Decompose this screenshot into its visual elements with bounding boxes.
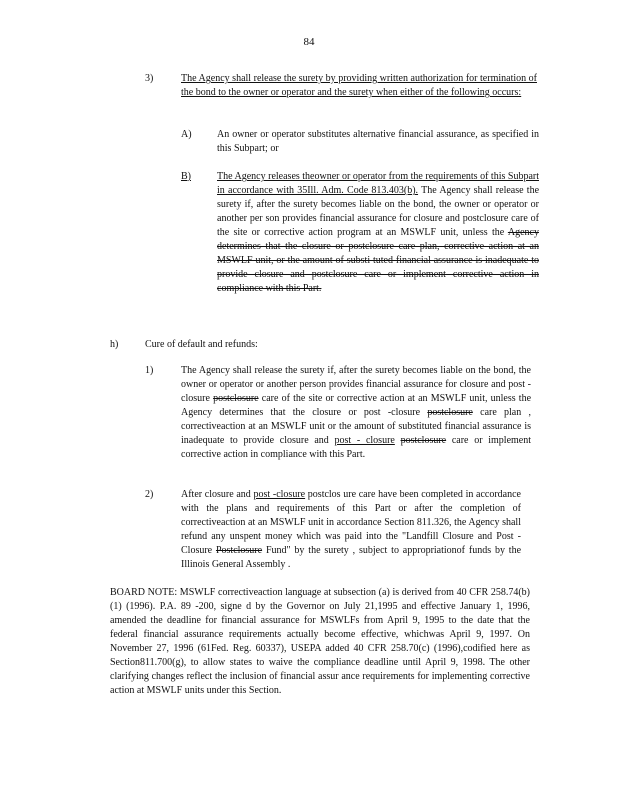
item-h1-label: 1) (145, 365, 154, 376)
item-h2-e: Fund" by the surety , subject to appropriationof funds by the Illinois General Assembly . (181, 545, 522, 570)
item-h2-text (181, 488, 521, 572)
item-h1-a: The Agency shall release the surety if, after the surety becomes liable on the bond, the owner or operator or another person provides financial assurance for closure and post -closure (181, 365, 531, 404)
item-h1-h: care or implement corrective action in compliance with this Part. (181, 435, 532, 460)
item-3b-plain: The Agency shall release the surety if, after the surety becomes liable on the bond, the owner or operator or another per son provides financial assurance for closure and postclosure care of the site or corrective action program at an MSWLF unit, unless the (217, 185, 540, 238)
item-3-label: 3) (145, 73, 154, 84)
item-h1-b-struck: postclosure (213, 393, 259, 404)
item-3-text: The Agency shall release the surety by providing written authorization for termination of the bond to the owner or operator and the surety when either of the following occurs: (181, 73, 537, 98)
item-h1-g-struck: postclosure (400, 435, 447, 446)
item-3b-label: B) (181, 171, 191, 182)
item-3a-text: An owner or operator substitutes alternative financial assurance, as specified in this Subpart; or (217, 129, 539, 154)
item-h2-b-underlined: post -closure (253, 489, 306, 500)
item-h-label: h) (110, 339, 119, 350)
item-h1-c: care of the site or corrective action at an MSWLF unit, unless the Agency determines that the closure or post -closure (181, 393, 532, 418)
item-h2-c: postclos ure care have been completed in accordance with the plans and requirements of this Part or after the completion of correctiveaction at an MSWLF unit in accordance Section 811.326, the Agency shall refund any unspent money which was paid into the "Landfill Closure and Post - Closure (181, 489, 521, 556)
item-h1-f-underlined: post - closure (334, 435, 395, 446)
item-h2-d-struck: Postclosure (215, 545, 263, 556)
item-3a-label: A) (181, 129, 192, 140)
item-h2-a: After closure and (181, 489, 251, 500)
item-3b-underlined: The Agency releases theowner or operator from the requirements of this Subpart in accordance with 35Ill. Adm. Code 813.403(b). (217, 171, 539, 196)
page-number: 84 (303, 36, 315, 48)
item-h1-text (181, 364, 531, 462)
item-h1-e: care plan , correctiveaction at an MSWLF unit or the amount of substituted financial assurance is inadequate to provide closure and (181, 407, 531, 446)
item-3b-struck: Agency determines that the closure or postclosure care plan, corrective action at an MSWLF unit, or the amount of substi tuted financial assurance is inadequate to provide closure and postclosure care or implement corrective action in compliance with this Part. (217, 227, 539, 294)
item-h2-label: 2) (145, 489, 154, 500)
board-note: BOARD NOTE: MSWLF correctiveaction language at subsection (a) is derived from 40 CFR 258.74(b)(1) (1996). P.A. 89 -200, signe d by the Governor on July 21,1995 and effective January 1, 1996, amended the deadline for financial assurance for MSWLFs from April 9, 1995 to the date that the federal financial assurance requirements actually become effective, whichwas April 9, 1997. On November 27, 1996 (61Fed. Reg. 60337), USEPA added 40 CFR 258.70(c) (1996),codified here as Section811.700(g), to allow states to waive the compliance deadline until April 9, 1998. The other clarifying changes reflect the inclusion of financial assur ance requirements for implementing corrective action at MSWLF units under this Section. (110, 587, 530, 696)
item-h-heading: Cure of default and refunds: (145, 339, 258, 350)
item-h1-d-struck: postclosure (427, 407, 473, 418)
item-3b-text (217, 170, 539, 296)
